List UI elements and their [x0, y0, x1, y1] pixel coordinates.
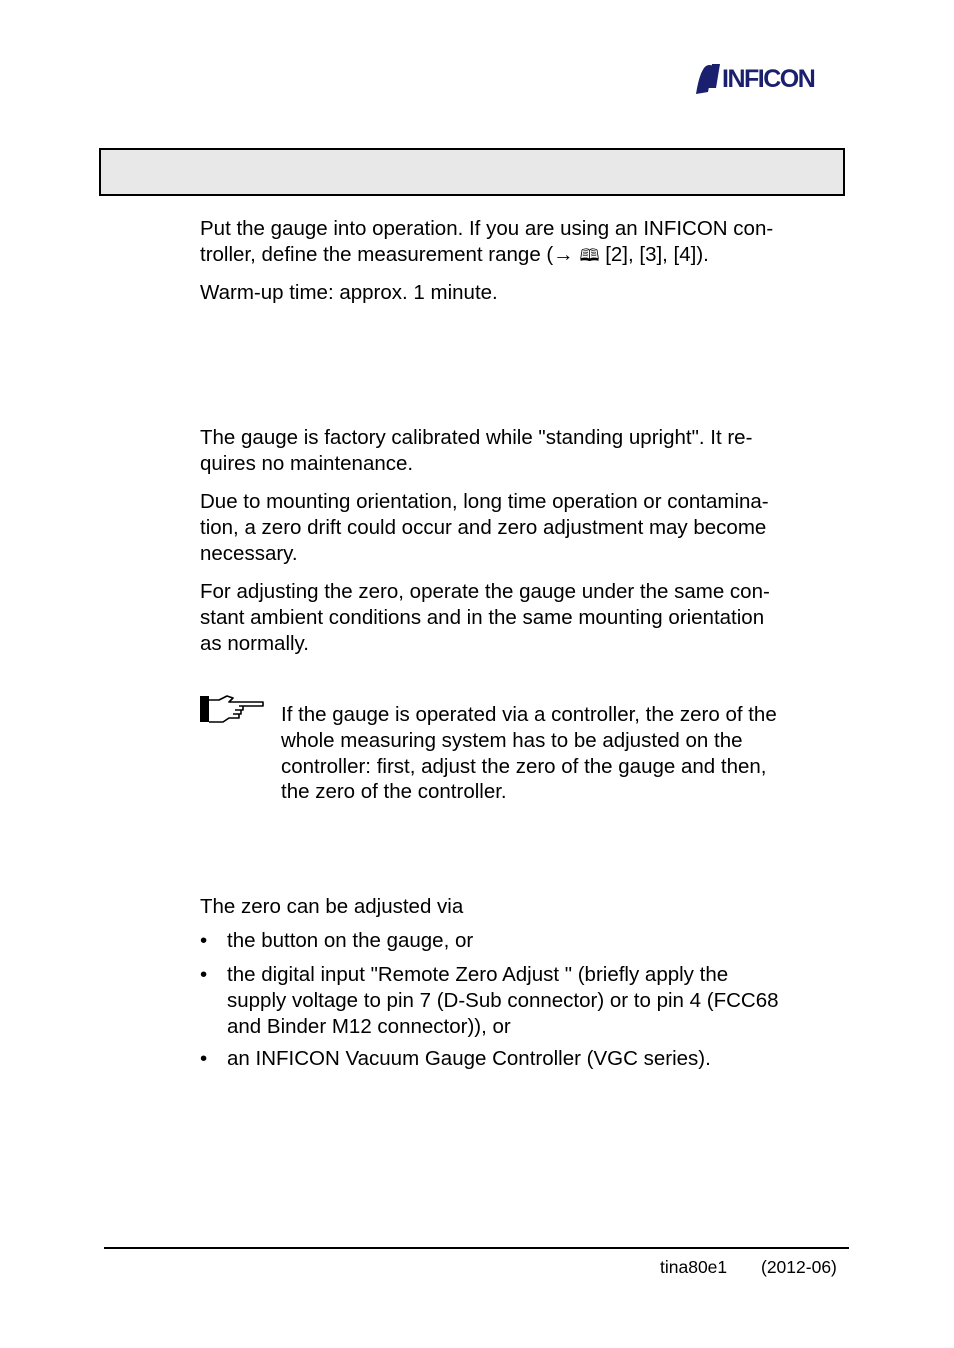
bullet-marker: • — [200, 963, 208, 986]
list-item: an INFICON Vacuum Gauge Controller (VGC series). — [227, 1047, 711, 1070]
bullet-marker: • — [200, 1047, 208, 1070]
calibration-paragraph-2: Due to mounting orientation, long time operation or contamina- tion, a zero drift could occur and zero adjustment may become necessary. — [200, 490, 769, 565]
note-text: If the gauge is operated via a controller, the zero of the whole measuring system has to be adjusted on the controller: first, adjust the zero of the gauge and then, the zero of the controller. — [281, 703, 777, 804]
list-item: the digital input "Remote Zero Adjust " (briefly apply the supply voltage to pin 7 (D-Sub connector) or to pin 4 (FCC68 and Binder M12 connector)), or — [227, 963, 779, 1038]
pointing-hand-icon — [199, 694, 265, 724]
warmup-text: Warm-up time: approx. 1 minute. — [200, 281, 498, 304]
zero-intro-text: The zero can be adjusted via — [200, 895, 464, 918]
footer-date: (2012-06) — [761, 1257, 837, 1277]
book-icon: 🕮 — [579, 245, 600, 266]
inficon-logo — [694, 62, 846, 96]
bullet-marker: • — [200, 929, 208, 952]
calibration-paragraph-3: For adjusting the zero, operate the gauge under the same con- stant ambient conditions and in the same mounting orientation as normally. — [200, 580, 770, 655]
section-heading-box — [99, 148, 845, 196]
footer-doc-id: tina80e1 — [660, 1257, 728, 1277]
operation-paragraph: Put the gauge into operation. If you are using an INFICON con- troller, define the measurement range (→ 🕮 [2], [3], [4]). — [200, 216, 832, 270]
footer-divider — [104, 1247, 849, 1249]
logo-wordmark: INFICON — [722, 65, 815, 93]
list-item: the button on the gauge, or — [227, 929, 474, 952]
inficon-logo-icon — [694, 62, 724, 96]
calibration-paragraph-1: The gauge is factory calibrated while "standing upright". It re- quires no maintenance. — [200, 426, 753, 475]
